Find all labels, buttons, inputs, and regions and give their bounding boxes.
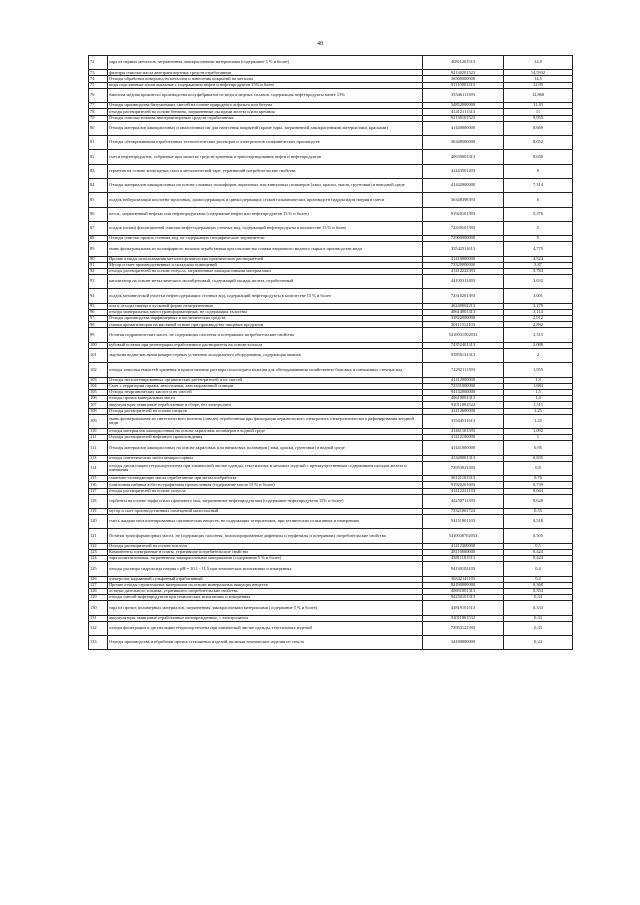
- table-row: [89, 636, 573, 650]
- waste-name: остатки дизельного топлива, утратившего потребительские свойства: [108, 589, 423, 595]
- table-row: [89, 328, 573, 342]
- waste-quantity: 0,55: [504, 509, 573, 515]
- table-row: [89, 242, 573, 256]
- waste-quantity: 2,912: [504, 316, 573, 322]
- row-number: 73: [89, 70, 108, 76]
- fkko-code: 44100313493: [423, 275, 504, 289]
- fkko-code: 36121101313: [423, 476, 504, 482]
- row-number: 81: [89, 136, 108, 150]
- waste-name: тара из прочих полимерных материалов, загрязненная лакокрасочными материалами (содержание 5 % и более): [108, 601, 423, 615]
- row-number: 72: [89, 56, 108, 70]
- row-number: 107: [89, 402, 108, 408]
- waste-quantity: 3,632: [504, 275, 573, 289]
- table-row: [89, 164, 573, 178]
- fkko-code: 41412000000: [423, 377, 504, 383]
- fkko-code: 35544531613: [423, 414, 504, 428]
- waste-name: Смет с территории гаража, автостоянки, автозаправочной станции: [108, 383, 423, 389]
- waste-table: [88, 55, 573, 650]
- waste-name: отходы дистилляции тетрахлорэтилена при химической чистке одежды, текстильных и меховых изделий с преимущественным содержанием оксидов железа и алюминия: [108, 461, 423, 475]
- waste-name: отходы растворителей на основе бензина, загрязненные оксидами железа и/или кремния: [108, 109, 423, 115]
- waste-name: мусор и смет производственных помещений малоопасный: [108, 509, 423, 515]
- table-row: [89, 221, 573, 235]
- row-number: 127: [89, 582, 108, 588]
- row-number: 111: [89, 435, 108, 441]
- waste-name: тара полиэтиленовая, загрязненная лакокрасочными материалами (содержание 5 % и более): [108, 556, 423, 562]
- fkko-code: 41340001313: [423, 455, 504, 461]
- waste-quantity: 8,669: [504, 121, 573, 135]
- page-number: 48: [317, 41, 323, 47]
- waste-quantity: 0,664: [504, 488, 573, 494]
- row-number: 76: [89, 88, 108, 102]
- fkko-code: 35546111393: [423, 88, 504, 102]
- waste-quantity: 1,25: [504, 408, 573, 414]
- waste-name: отходы смесей нефтепродуктов при технических испытаниях и измерениях: [108, 595, 423, 601]
- waste-name: Прочие отходы использования металлоорганических органических растворителей: [108, 256, 423, 262]
- row-number: 121: [89, 529, 108, 543]
- fkko-code: 41412600000: [423, 408, 504, 414]
- fkko-code: 72310201393: [423, 289, 504, 303]
- waste-name: фильтры очистки масла автотранспортных средств отработанные: [108, 70, 423, 76]
- row-number: 84: [89, 178, 108, 192]
- row-number: 109: [89, 414, 108, 428]
- waste-quantity: 8,658: [504, 150, 573, 164]
- waste-quantity: 0,505: [504, 529, 573, 543]
- waste-name: эмульсия водно-масляная компрессорных установок холодильного оборудования, содержащая аммиак: [108, 348, 423, 362]
- fkko-code: 73331000000: [423, 383, 504, 389]
- row-number: 122: [89, 543, 108, 549]
- table-row: [89, 88, 573, 102]
- fkko-code: 44250711393: [423, 494, 504, 508]
- waste-name: Отходы производства битумоемких смесей на основе природного асфальта или битума: [108, 103, 423, 109]
- waste-quantity: 3,784: [504, 268, 573, 274]
- row-number: 74: [89, 76, 108, 82]
- fkko-code: 41443501203: [423, 164, 504, 178]
- fkko-code: 36342141103: [423, 576, 504, 582]
- row-number: 100: [89, 342, 108, 348]
- table-row: [89, 193, 573, 207]
- fkko-code: 36348398393: [423, 193, 504, 207]
- waste-name: Отходы неорганических кислот и их смесей: [108, 389, 423, 395]
- waste-quantity: 2,882: [504, 322, 573, 328]
- fkko-code: 34180000000: [423, 636, 504, 650]
- row-number: 95: [89, 303, 108, 309]
- row-number: 89: [89, 242, 108, 256]
- table-row: [89, 121, 573, 135]
- waste-name: Отходы обработки поверхности металлов и нанесения покрытий на металлы: [108, 76, 423, 82]
- waste-quantity: 4,524: [504, 256, 573, 262]
- waste-name: смеси нефтепродуктов, собранные при зачистке средств хранения и транспортирования нефти и нефтепродуктов: [108, 150, 423, 164]
- row-number: 82: [89, 150, 108, 164]
- row-number: 114: [89, 461, 108, 475]
- waste-quantity: 14,5932: [504, 70, 573, 76]
- fkko-code: 72330101393: [423, 221, 504, 235]
- table-row: [89, 207, 573, 221]
- waste-quantity: 1,315: [504, 402, 573, 408]
- fkko-code: 72900000000: [423, 236, 504, 242]
- waste-name: отходы раствора гидроксида натрия с рН = 10,1 - 11,5 при технических испытаниях и измерениях: [108, 562, 423, 576]
- waste-quantity: 0,628: [504, 494, 573, 508]
- fkko-code: 5410030702033: [423, 529, 504, 543]
- waste-quantity: 0,24: [504, 636, 573, 650]
- row-number: 103: [89, 377, 108, 383]
- fkko-code: 92130101523: [423, 115, 504, 121]
- fkko-code: 41441000000: [423, 441, 504, 455]
- waste-name: аккумуляторы свинцовые отработанные в сборе, без электролита: [108, 402, 423, 408]
- row-number: 94: [89, 289, 108, 303]
- row-number: 128: [89, 589, 108, 595]
- row-number: 83: [89, 164, 108, 178]
- waste-quantity: 6: [504, 193, 573, 207]
- fkko-code: 46240002213: [423, 303, 504, 309]
- row-number: 104: [89, 383, 108, 389]
- waste-name: Отходы растворителей на основе спиртов: [108, 408, 423, 414]
- row-number: 98: [89, 322, 108, 328]
- fkko-code: 91920201603: [423, 482, 504, 488]
- row-number: 102: [89, 363, 108, 377]
- waste-name: Остатки трансформаторных масел, не содержащих галогены, полихлорированные дифенилы и терфенилы и потерявших потребительские свойства: [108, 529, 423, 543]
- fkko-code: 40691001313: [423, 589, 504, 595]
- fkko-code: 91920101393: [423, 207, 504, 221]
- row-number: 106: [89, 396, 108, 402]
- fkko-code: 94130102103: [423, 562, 504, 576]
- waste-quantity: 0,368: [504, 582, 573, 588]
- waste-quantity: 0,33: [504, 615, 573, 621]
- waste-name: Отходы очистки прочих сточных вод, не содержащих специфические загрязнители: [108, 236, 423, 242]
- waste-quantity: 3,87: [504, 262, 573, 268]
- row-number: 129: [89, 595, 108, 601]
- row-number: 115: [89, 476, 108, 482]
- fkko-code: 92011002522: [423, 402, 504, 408]
- fkko-code: 41412111313: [423, 109, 504, 115]
- waste-name: смазочно-охлаждающие масла отработанные при металлообработке: [108, 476, 423, 482]
- waste-quantity: 1,25: [504, 414, 573, 428]
- waste-name: Остатки гидравлических масел, не содержащих галогены и потерявших потребительские свойства: [108, 328, 423, 342]
- waste-quantity: 0,518: [504, 515, 573, 529]
- waste-quantity: 4,775: [504, 242, 573, 256]
- waste-name: смазки ароматизаторов на масляной основе при производстве пищевых продуктов: [108, 322, 423, 328]
- waste-quantity: 2,315: [504, 328, 573, 342]
- row-number: 131: [89, 615, 108, 621]
- waste-name: Отходы растворителей нефтяного происхождения: [108, 435, 423, 441]
- fkko-code: 41412100000: [423, 435, 504, 441]
- waste-quantity: 0,76: [504, 476, 573, 482]
- waste-name: ткань фильтровальная из полиэфирного волокна отработанная при газоочистке плавки вторичного медного сырья в производстве меди: [108, 242, 423, 256]
- row-number: 77: [89, 103, 108, 109]
- waste-quantity: 12,95: [504, 82, 573, 88]
- fkko-code: 5410031502033: [423, 328, 504, 342]
- row-number: 112: [89, 441, 108, 455]
- waste-quantity: 3,114: [504, 309, 573, 315]
- table-row: [89, 178, 573, 192]
- row-number: 92: [89, 268, 108, 274]
- row-number: 130: [89, 601, 108, 615]
- fkko-code: 91850131313: [423, 348, 504, 362]
- table-row: [89, 562, 573, 576]
- table-row: [89, 289, 573, 303]
- waste-quantity: 0,333: [504, 601, 573, 615]
- row-number: 85: [89, 193, 108, 207]
- waste-quantity: 8,652: [504, 136, 573, 150]
- waste-name: Отходы производства парфюмерных и косметических средств: [108, 316, 423, 322]
- waste-name: отходы прочих минеральных масел: [108, 396, 423, 402]
- table-row: [89, 601, 573, 615]
- row-number: 110: [89, 428, 108, 434]
- fkko-code: 73953121393: [423, 621, 504, 635]
- waste-name: осадок (шлам) флотационной очистки нефтесодержащих сточных вод, содержащий нефтепродукты в количестве 15 % и более: [108, 221, 423, 235]
- table-row: [89, 414, 573, 428]
- fkko-code: 41412222393: [423, 268, 504, 274]
- waste-quantity: 3,601: [504, 289, 573, 303]
- waste-name: осадок нейтрализации кислотно-щелочных, хромсодержащих и цинксодержащих стоков гальванических производств гидроксидом натрия в смеси: [108, 193, 423, 207]
- row-number: 126: [89, 576, 108, 582]
- row-number: 96: [89, 309, 108, 315]
- table-row: [89, 150, 573, 164]
- fkko-code: 74352401313: [423, 342, 504, 348]
- fkko-code: 36348500000: [423, 136, 504, 150]
- waste-name: лом и отходы свинца в кусковой форме незагрязненные: [108, 303, 423, 309]
- row-number: 87: [89, 221, 108, 235]
- waste-quantity: 9,955: [504, 115, 573, 121]
- fkko-code: 41461101393: [423, 428, 504, 434]
- fkko-code: 73953021303: [423, 461, 504, 475]
- row-number: 125: [89, 562, 108, 576]
- table-row: [89, 494, 573, 508]
- waste-quantity: 14,5: [504, 76, 573, 82]
- fkko-code: 35542511613: [423, 242, 504, 256]
- table-row: [89, 441, 573, 455]
- table-row: [89, 275, 573, 289]
- table-row: [89, 529, 573, 543]
- fkko-code: 94250101313: [423, 595, 504, 601]
- waste-quantity: 0,33: [504, 621, 573, 635]
- row-number: 108: [89, 408, 108, 414]
- fkko-code: 30111512103: [423, 322, 504, 328]
- waste-quantity: 5: [504, 221, 573, 235]
- table-row: [89, 363, 573, 377]
- waste-quantity: 0,739: [504, 482, 573, 488]
- row-number: 132: [89, 621, 108, 635]
- row-number: 117: [89, 488, 108, 494]
- row-number: 105: [89, 389, 108, 395]
- waste-table-body: [89, 56, 573, 650]
- waste-quantity: 1,4: [504, 396, 573, 402]
- waste-quantity: 1,955: [504, 363, 573, 377]
- row-number: 97: [89, 316, 108, 322]
- waste-name: Отходы материалов лакокрасочных и аналогичных им для нанесения покрытий (кроме тары, загрязненной лакокрасочными материалами, красками): [108, 121, 423, 135]
- fkko-code: 41440000000: [423, 121, 504, 135]
- waste-quantity: 0,4: [504, 562, 573, 576]
- waste-quantity: 2,088: [504, 342, 573, 348]
- fkko-code: 34852000000: [423, 103, 504, 109]
- table-row: [89, 56, 573, 70]
- table-row: [89, 621, 573, 635]
- waste-name: ткань фильтровальная из синтетического волокна (лавсан) отработанная при фильтрации керамического электролита электролитического рафинирования анодной меди: [108, 414, 423, 428]
- waste-quantity: 11,33: [504, 103, 573, 109]
- waste-name: смесь жидких негалогенированных органических веществ, не содержащих гетероатомов, при технических испытаниях и измерениях: [108, 515, 423, 529]
- waste-quantity: 0,424: [504, 556, 573, 562]
- fkko-code: 73321001724: [423, 509, 504, 515]
- waste-quantity: 1,092: [504, 428, 573, 434]
- waste-name: (опилочная набивка асбесто-графитовая промасленная (содержание масла 15 % и более): [108, 482, 423, 488]
- waste-name: сорбенты на основе торфа и/или сфагнового мха, загрязненные нефтепродуктами (содержание нефтепродуктов 15% и более): [108, 494, 423, 508]
- waste-name: Отходы очистки топлива автотранспортных средств отработанные: [108, 115, 423, 121]
- fkko-code: 92130201523: [423, 70, 504, 76]
- fkko-code: 48110000000: [423, 549, 504, 555]
- waste-name: отходы синтетических масел компрессорных: [108, 455, 423, 461]
- row-number: 124: [89, 556, 108, 562]
- waste-quantity: 0,4: [504, 576, 573, 582]
- fkko-code: 40619001313: [423, 396, 504, 402]
- row-number: 80: [89, 121, 108, 135]
- row-number: 123: [89, 549, 108, 555]
- fkko-code: 43811101513: [423, 556, 504, 562]
- fkko-code: 31822000000: [423, 316, 504, 322]
- fkko-code: 43819101513: [423, 601, 504, 615]
- row-number: 78: [89, 109, 108, 115]
- row-number: 116: [89, 482, 108, 488]
- row-number: 79: [89, 115, 108, 121]
- fkko-code: 94151901103: [423, 515, 504, 529]
- waste-quantity: 5,376: [504, 207, 573, 221]
- waste-name: отходы растворителей на основе толуола: [108, 488, 423, 494]
- waste-quantity: 1: [504, 435, 573, 441]
- fkko-code: 73320000000: [423, 262, 504, 268]
- table-row: [89, 461, 573, 475]
- waste-quantity: 2: [504, 348, 573, 362]
- waste-name: отходы зачистки емкостей хранения и приготовления раствора гипохлорита кальция для обеззараживания хозяйственно-бытовых и смешанных сточных вод: [108, 363, 423, 377]
- waste-quantity: 0,835: [504, 455, 573, 461]
- fkko-code: 41442000000: [423, 178, 504, 192]
- waste-name: отходы растворителей на основе толуола, загрязненные лакокрасочными материалами: [108, 268, 423, 274]
- waste-name: Мусор и смет производственных и складских помещений: [108, 262, 423, 268]
- waste-name: отходы фильтрации и дистилляции тетрахлорэтилена при химической чистке одежды, текстильных изделий: [108, 621, 423, 635]
- waste-name: Отходы производства и обработки прочих стеклянных изделий, включая технические изделия из стекла: [108, 636, 423, 650]
- waste-quantity: 1,684: [504, 383, 573, 389]
- fkko-code: 94132000000: [423, 389, 504, 395]
- waste-name: электролит кадмиевый сульфатный отработанный: [108, 576, 423, 582]
- fkko-code: 36500000000: [423, 76, 504, 82]
- waste-name: Отходы материалов лакокрасочных на основе акриловых или виниловых полимеров (лаки, краски, грунтовки) в водной среде: [108, 441, 423, 455]
- waste-name: осадок механической очистки нефтесодержащих сточных вод, содержащий нефтепродукты в количестве 15 % и более: [108, 289, 423, 303]
- row-number: 113: [89, 455, 108, 461]
- waste-quantity: 0,5: [504, 543, 573, 549]
- waste-name: аккумуляторы свинцовые отработанные неповрежденные, с электролитом: [108, 615, 423, 621]
- fkko-code: 40614001313: [423, 309, 504, 315]
- waste-quantity: 1,5: [504, 389, 573, 395]
- fkko-code: 41419000000: [423, 256, 504, 262]
- waste-name: Компоненты электронные и платы, утратившие потребительские свойства: [108, 549, 423, 555]
- waste-quantity: 0,34: [504, 595, 573, 601]
- waste-name: тара из черных металлов, загрязненная лакокрасочными материалами (содержание 5 % и более): [108, 56, 423, 70]
- waste-quantity: 0,354: [504, 589, 573, 595]
- waste-name: герметик на основе эпоксидных смол в металлической таре, утративший потребительские свойства: [108, 164, 423, 178]
- table-row: [89, 136, 573, 150]
- fkko-code: 41412300000: [423, 543, 504, 549]
- row-number: 75: [89, 82, 108, 88]
- waste-quantity: 1,8: [504, 377, 573, 383]
- fkko-code: 92011001532: [423, 615, 504, 621]
- row-number: 86: [89, 207, 108, 221]
- waste-name: бакелиза медная прожитого производства полуфабрикатов из меди и медных сплавов, содержащая нефтепродукты менее 15%: [108, 88, 423, 102]
- row-number: 101: [89, 348, 108, 362]
- fkko-code: 41412221103: [423, 488, 504, 494]
- waste-name: кубовый остаток при регенерации отработанного растворителя на основе ксилола: [108, 342, 423, 348]
- row-number: 99: [89, 328, 108, 342]
- table-row: [89, 348, 573, 362]
- table-row: [89, 515, 573, 529]
- waste-quantity: 0,95: [504, 441, 573, 455]
- row-number: 91: [89, 262, 108, 268]
- row-number: 93: [89, 275, 108, 289]
- fkko-code: 40639001313: [423, 150, 504, 164]
- waste-name: отходы материалов лакокрасочных на основе акриловых полимеров в водной среде: [108, 428, 423, 434]
- waste-name: песок, загрязненный нефтью или нефтепродуктами (содержание нефти или нефтепродуктов 15 % и более): [108, 207, 423, 221]
- waste-name: Отходы материалов лакокрасочных на основе сложных полиэфиров, акриловых или виниловых полимеров (лаки, краски, эмали, грунтовки) в неводной среде: [108, 178, 423, 192]
- waste-quantity: 11: [504, 109, 573, 115]
- row-number: 133: [89, 636, 108, 650]
- waste-name: отходы минеральных масел трансформаторных, не содержащих галогены: [108, 309, 423, 315]
- fkko-code: 82490000000: [423, 582, 504, 588]
- waste-name: Отходы обезвреживания отработанных технологических растворов и электролитов гальванических производств: [108, 136, 423, 150]
- row-number: 88: [89, 236, 108, 242]
- waste-quantity: 0,8: [504, 461, 573, 475]
- waste-name: катализатор на основе металлического молибденовый, содержащий оксиды железа, отработанный: [108, 275, 423, 289]
- fkko-code: 72292111393: [423, 363, 504, 377]
- row-number: 119: [89, 509, 108, 515]
- waste-name: Прочие отходы строительных материалов на основе минеральных вяжущих веществ: [108, 582, 423, 588]
- row-number: 118: [89, 494, 108, 508]
- waste-name: воды подсланевые и/или льяльные с содержанием нефти и нефтепродуктов 15% и более: [108, 82, 423, 88]
- waste-quantity: 3,179: [504, 303, 573, 309]
- waste-quantity: 7,314: [504, 178, 573, 192]
- waste-name: Отходы негалогенированных органических растворителей и их смесей: [108, 377, 423, 383]
- waste-quantity: 8: [504, 164, 573, 178]
- fkko-code: 91110001313: [423, 82, 504, 88]
- row-number: 120: [89, 515, 108, 529]
- waste-name: Отходы растворителей на основе ксилола: [108, 543, 423, 549]
- waste-quantity: 12,868: [504, 88, 573, 102]
- waste-quantity: 5: [504, 236, 573, 242]
- fkko-code: 46811201513: [423, 56, 504, 70]
- waste-quantity: 14,8: [504, 56, 573, 70]
- waste-quantity: 0,424: [504, 549, 573, 555]
- row-number: 90: [89, 256, 108, 262]
